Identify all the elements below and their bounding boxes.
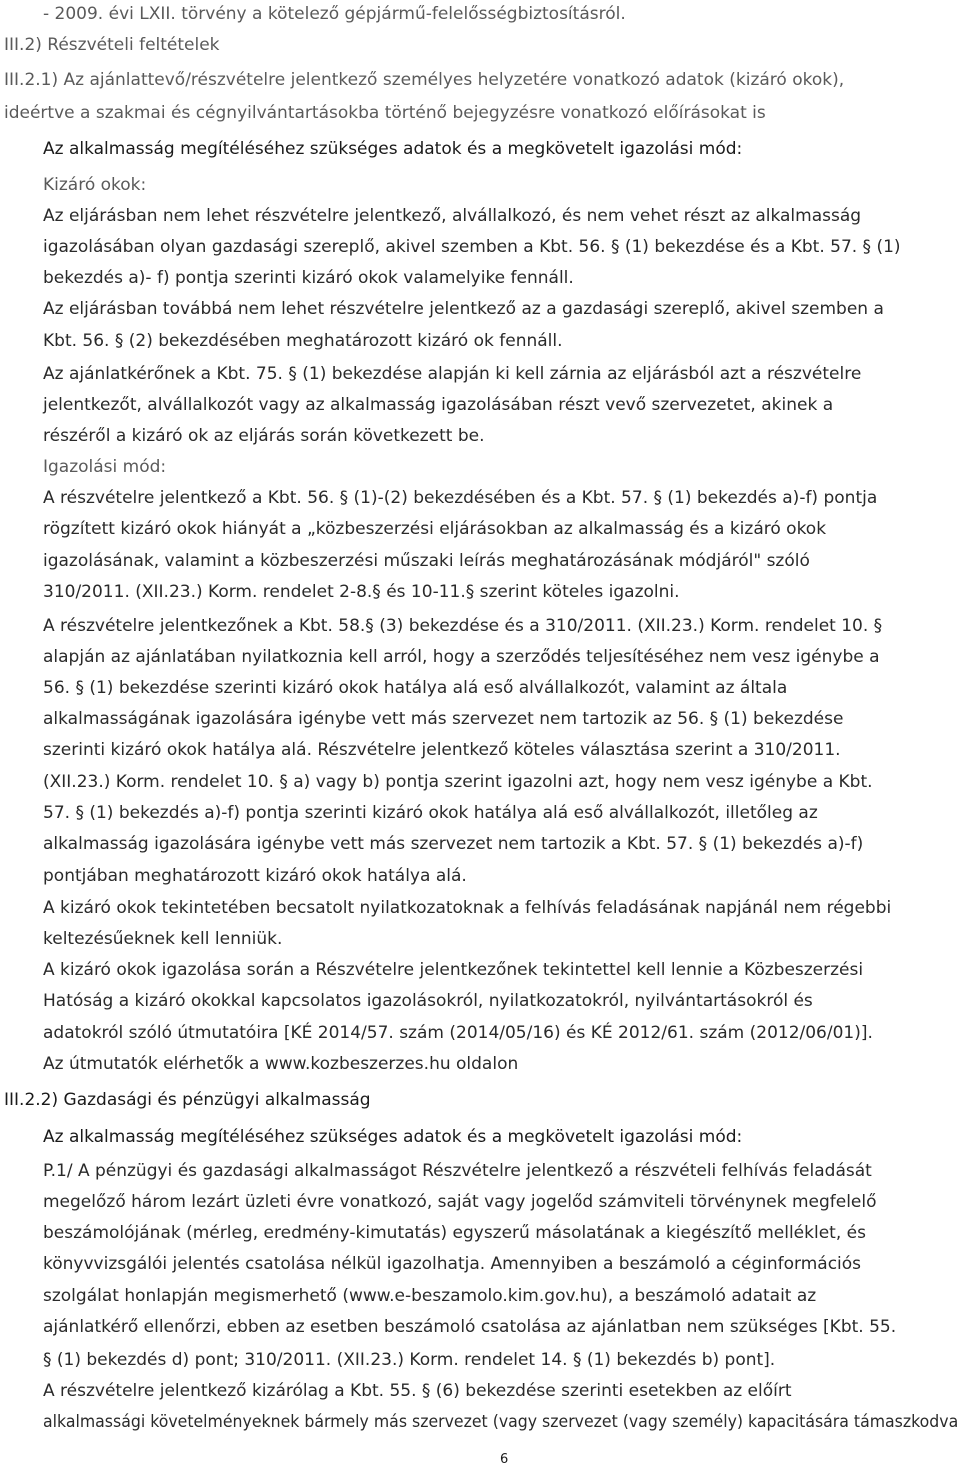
text-line: bekezdés a)- f) pontja szerinti kizáró okok valamelyike fennáll. [43,268,574,288]
text-line: adatokról szóló útmutatóira [KÉ 2014/57. szám (2014/05/16) és KÉ 2012/61. szám (2012/06/01)]. [43,1023,873,1043]
text-line: beszámolójának (mérleg, eredmény-kimutatás) egyszerű másolatának a kiegészítő melléklet, és [43,1223,866,1243]
text-line: P.1/ A pénzügyi és gazdasági alkalmasságot Részvételre jelentkező a részvételi felhívás feladását [43,1161,872,1181]
section-heading: III.2) Részvételi feltételek [4,35,220,55]
text-line: alapján az ajánlatában nyilatkoznia kell arról, hogy a szerződés teljesítéséhez nem vesz igénybe a [43,647,880,667]
text-line: szerinti kizáró okok hatálya alá. Részvételre jelentkező köteles választása szerint a 310/2011. [43,740,841,760]
text-line: Az útmutatók elérhetők a www.kozbeszerzes.hu oldalon [43,1054,519,1074]
text-line: pontjában meghatározott kizáró okok hatálya alá. [43,866,467,886]
text-line: alkalmasság igazolására igénybe vett más szervezet nem tartozik a Kbt. 57. § (1) bekezdés a)-f) [43,834,864,854]
text-line: A részvételre jelentkező kizárólag a Kbt. 55. § (6) bekezdése szerinti esetekben az előírt [43,1381,792,1401]
text-line: Az eljárásban nem lehet részvételre jelentkező, alvállalkozó, és nem vehet részt az alkalmasság [43,206,862,226]
text-line: Kizáró okok: [43,175,147,195]
text-line: § (1) bekezdés d) pont; 310/2011. (XII.23.) Korm. rendelet 14. § (1) bekezdés b) pont]. [43,1350,776,1370]
page-number: 6 [500,1452,509,1467]
subsection-heading: III.2.1) Az ajánlattevő/részvételre jelentkező személyes helyzetére vonatkozó adatok (kizáró okok), [4,70,845,90]
text-line: A részvételre jelentkező a Kbt. 56. § (1)-(2) bekezdésében és a Kbt. 57. § (1) bekezdés a)-f) pontja [43,488,878,508]
text-line: 310/2011. (XII.23.) Korm. rendelet 2-8.§ és 10-11.§ szerint köteles igazolni. [43,582,680,602]
text-line: A kizáró okok igazolása során a Részvételre jelentkezőnek tekintettel kell lennie a Közbeszerzési [43,960,864,980]
text-line: Az alkalmasság megítéléséhez szükséges adatok és a megkövetelt igazolási mód: [43,139,743,159]
text-line: igazolásában olyan gazdasági szereplő, akivel szemben a Kbt. 56. § (1) bekezdése és a Kbt. 57. § (1) [43,237,901,257]
subsection-heading: III.2.2) Gazdasági és pénzügyi alkalmasság [4,1090,371,1110]
text-line: 56. § (1) bekezdése szerinti kizáró okok hatálya alá eső alvállalkozót, valamint az általa [43,678,788,698]
text-line: ideértve a szakmai és cégnyilvántartásokba történő bejegyzésre vonatkozó előírásokat is [4,103,766,123]
text-line: Az ajánlatkérőnek a Kbt. 75. § (1) bekezdése alapján ki kell zárnia az eljárásból azt a részvételre [43,364,862,384]
text-line: alkalmassági követelményeknek bármely más szervezet (vagy szervezet (vagy személy) kapacitására támaszkodva [43,1412,959,1432]
text-line: alkalmasságának igazolására igénybe vett más szervezet nem tartozik az 56. § (1) bekezdése [43,709,844,729]
text-line: A részvételre jelentkezőnek a Kbt. 58.§ (3) bekezdése és a 310/2011. (XII.23.) Korm. rendelet 10. § [43,616,883,636]
text-line: A kizáró okok tekintetében becsatolt nyilatkozatoknak a felhívás feladásának napjánál nem régebbi [43,898,892,918]
text-line: jelentkezőt, alvállalkozót vagy az alkalmasság igazolásában részt vevő szervezetet, akinek a [43,395,834,415]
text-line: megelőző három lezárt üzleti évre vonatkozó, saját vagy jogelőd számviteli törvénynek megfelelő [43,1192,877,1212]
text-line: Igazolási mód: [43,457,167,477]
text-line: részéről a kizáró ok az eljárás során következett be. [43,426,485,446]
text-line: könyvvizsgálói jelentés csatolása nélkül igazolhatja. Amennyiben a beszámoló a céginformációs [43,1254,862,1274]
text-line: Az alkalmasság megítéléséhez szükséges adatok és a megkövetelt igazolási mód: [43,1127,743,1147]
text-line: (XII.23.) Korm. rendelet 10. § a) vagy b) pontja szerint igazolni azt, hogy nem vesz igénybe a Kbt. [43,772,873,792]
text-line: Hatóság a kizáró okokkal kapcsolatos igazolásokról, nyilatkozatokról, nyilvántartásokról és [43,991,813,1011]
text-line: - 2009. évi LXII. törvény a kötelező gépjármű-felelősségbiztosításról. [43,4,626,24]
text-line: keltezésűeknek kell lenniük. [43,929,283,949]
text-line: ajánlatkérő ellenőrzi, ebben az esetben beszámoló csatolása az ajánlatban nem szükséges [Kbt. 55. [43,1317,897,1337]
text-line: Kbt. 56. § (2) bekezdésében meghatározott kizáró ok fennáll. [43,331,563,351]
text-line: 57. § (1) bekezdés a)-f) pontja szerinti kizáró okok hatálya alá eső alvállalkozót, illetőleg az [43,803,818,823]
text-line: szolgálat honlapján megismerhető (www.e-beszamolo.kim.gov.hu), a beszámoló adatait az [43,1286,817,1306]
text-line: igazolásának, valamint a közbeszerzési műszaki leírás meghatározásának módjáról" szóló [43,551,810,571]
text-line: rögzített kizáró okok hiányát a „közbeszerzési eljárásokban az alkalmasság és a kizáró okok [43,519,827,539]
text-line: Az eljárásban továbbá nem lehet részvételre jelentkező az a gazdasági szereplő, akivel szemben a [43,299,884,319]
